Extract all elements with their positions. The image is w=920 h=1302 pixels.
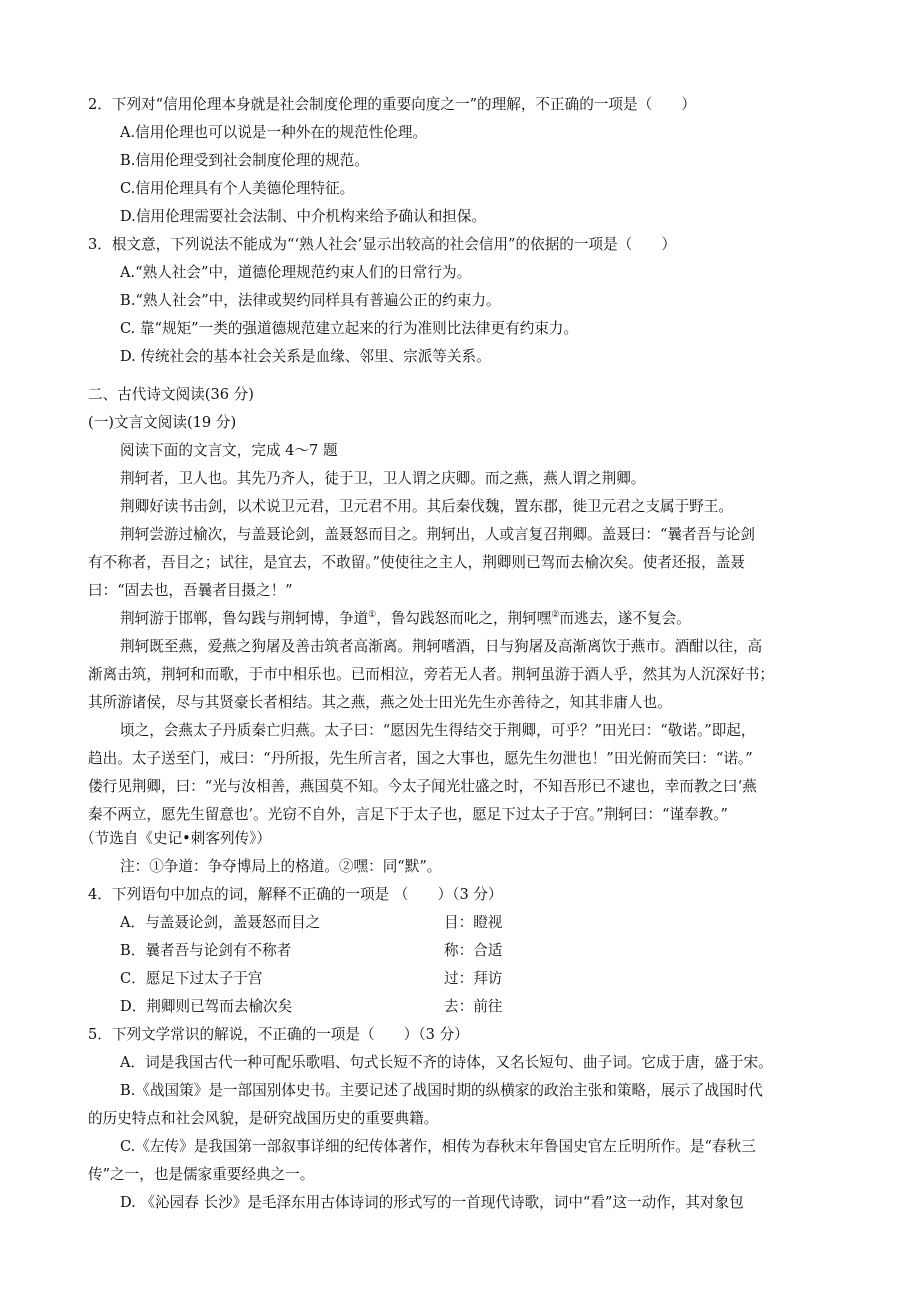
passage-paragraph-6-line-3: 偻行见荆卿，曰：“光与汝相善，燕国莫不知。今太子闻光壮盛之时，不知吾形已不逮也，幸而教之曰‘燕 <box>88 778 757 795</box>
question-2-stem: 2．下列对“信用伦理本身就是社会制度伦理的重要向度之一”的理解，不正确的一项是（ ） <box>88 96 696 113</box>
passage-source: （节选自《史记•刺客列传》） <box>80 830 272 847</box>
question-3-option-d: D. 传统社会的基本社会关系是血缘、邻里、宗派等关系。 <box>120 348 491 365</box>
subsection-title: (一)文言文阅读(19 分) <box>88 414 237 431</box>
question-4-option-c-gloss: 过：拜访 <box>444 970 503 987</box>
question-4-option-a-gloss: 目：瞪视 <box>444 914 503 931</box>
question-2-option-b: B.信用伦理受到社会制度伦理的规范。 <box>120 152 369 169</box>
footnote-marker-1: ① <box>368 610 377 621</box>
question-3-stem: 3．根文意，下列说法不能成为“‘熟人社会’显示出较高的社会信用”的依据的一项是（ ） <box>88 236 677 253</box>
question-5-stem: 5．下列文学常识的解说，不正确的一项是（ ）（3 分） <box>88 1026 469 1043</box>
passage-footnotes: 注：①争道：争夺博局上的格道。②嘿：同“默”。 <box>120 858 442 875</box>
question-2-option-c: C.信用伦理具有个人美德伦理特征。 <box>120 180 355 197</box>
question-5-option-b-line-1: B.《战国策》是一部国别体史书。主要记述了战国时期的纵横家的政治主张和策略，展示了战国时代 <box>120 1082 763 1099</box>
question-4-option-b-sentence: B．曩者吾与论剑有不称者 <box>120 942 292 959</box>
question-3-option-a: A.“熟人社会”中，道德伦理规范约束人们的日常行为。 <box>120 264 472 281</box>
passage-paragraph-4 <box>120 610 691 628</box>
question-5-option-a: A．词是我国古代一种可配乐歌唱、句式长短不齐的诗体，又名长短句、曲子词。它成于唐，盛于宋。 <box>120 1054 773 1071</box>
passage-paragraph-2: 荆卿好读书击剑，以术说卫元君，卫元君不用。其后秦伐魏，置东郡，徙卫元君之支属于野王。 <box>120 498 733 515</box>
question-5-option-b-line-2: 的历史特点和社会风貌，是研究战国历史的重要典籍。 <box>88 1110 439 1127</box>
question-5-option-c-line-2: 传”之一，也是儒家重要经典之一。 <box>88 1166 315 1183</box>
question-2-option-d: D.信用伦理需要社会法制、中介机构来给予确认和担保。 <box>120 208 487 225</box>
footnote-marker-2: ② <box>551 610 560 621</box>
question-4-option-b-gloss: 称：合适 <box>444 942 503 959</box>
passage-paragraph-5-line-2: 渐离击筑，荆轲和而歌，于市中相乐也。已而相泣，旁若无人者。荆轲虽游于酒人乎，然其为人沉深好书； <box>88 666 774 683</box>
passage-paragraph-3-line-2: 有不称者，吾目之；试往，是宜去，不敢留。”使使往之主人，荆卿则已驾而去榆次矣。使者还报，盖聂 <box>88 554 745 571</box>
passage-paragraph-3-line-3: 曰：“固去也，吾曩者目摄之！” <box>88 582 293 599</box>
reading-instruction: 阅读下面的文言文，完成 4～7 题 <box>120 442 338 459</box>
question-5-option-d-line-1: D. 《沁园春 长沙》是毛泽东用古体诗词的形式写的一首现代诗歌，词中“看”这一动作，其对象包 <box>120 1194 744 1211</box>
section-title: 二、古代诗文阅读(36 分) <box>88 386 254 403</box>
question-4-option-d-sentence: D．荆卿则已驾而去榆次矣 <box>120 998 293 1015</box>
question-4-option-c-sentence: C．愿足下过太子于宫 <box>120 970 263 987</box>
question-5-option-c-line-1: C.《左传》是我国第一部叙事详细的纪传体著作，相传为春秋末年鲁国史官左丘明所作。是“春秋三 <box>120 1138 756 1155</box>
passage-paragraph-4-text-a: 荆轲游于邯郸，鲁勾践与荆轲博，争道 <box>120 610 369 627</box>
passage-paragraph-1: 荆轲者，卫人也。其先乃齐人，徒于卫，卫人谓之庆卿。而之燕，燕人谓之荆卿。 <box>120 470 646 487</box>
passage-paragraph-3-line-1: 荆轲尝游过榆次，与盖聂论剑，盖聂怒而目之。荆轲出，人或言复召荆卿。盖聂曰：“曩者吾与论剑 <box>120 526 755 543</box>
passage-paragraph-6-line-2: 趋出。太子送至门，戒曰：“丹所报，先生所言者，国之大事也，愿先生勿泄也！”田光俯而笑曰：“诺。” <box>88 750 753 767</box>
question-2-option-a: A.信用伦理也可以说是一种外在的规范性伦理。 <box>120 124 428 141</box>
passage-paragraph-4-text-c: 而逃去，遂不复会。 <box>559 610 691 627</box>
question-3-option-c: C. 靠“规矩”一类的强道德规范建立起来的行为准则比法律更有约束力。 <box>120 320 579 337</box>
question-4-option-a-sentence: A．与盖聂论剑，盖聂怒而目之 <box>120 914 321 931</box>
passage-paragraph-5-line-1: 荆轲既至燕，爱燕之狗屠及善击筑者高渐离。荆轲嗜酒，日与狗屠及高渐离饮于燕市。酒酣以往，高 <box>120 638 763 655</box>
passage-paragraph-4-text-b: ，鲁勾践怒而叱之，荆轲嘿 <box>376 610 552 627</box>
passage-paragraph-5-line-3: 其所游诸侯，尽与其贤豪长者相结。其之燕，燕之处士田光先生亦善待之，知其非庸人也。 <box>88 694 672 711</box>
passage-paragraph-6-line-1: 顷之，会燕太子丹质秦亡归燕。太子曰：“愿因先生得结交于荆卿，可乎？”田光曰：“敬诺。”即起， <box>120 722 756 739</box>
question-4-option-d-gloss: 去：前往 <box>444 998 503 1015</box>
question-3-option-b: B.“熟人社会”中，法律或契约同样具有普遍公正的约束力。 <box>120 292 501 309</box>
passage-paragraph-6-line-4: 秦不两立，愿先生留意也’。光窃不自外，言足下于太子也，愿足下过太子于宫。”荆轲曰：“谨奉教。” <box>88 806 728 823</box>
question-4-stem: 4．下列语句中加点的词，解释不正确的一项是 （ ）（3 分） <box>88 886 503 903</box>
